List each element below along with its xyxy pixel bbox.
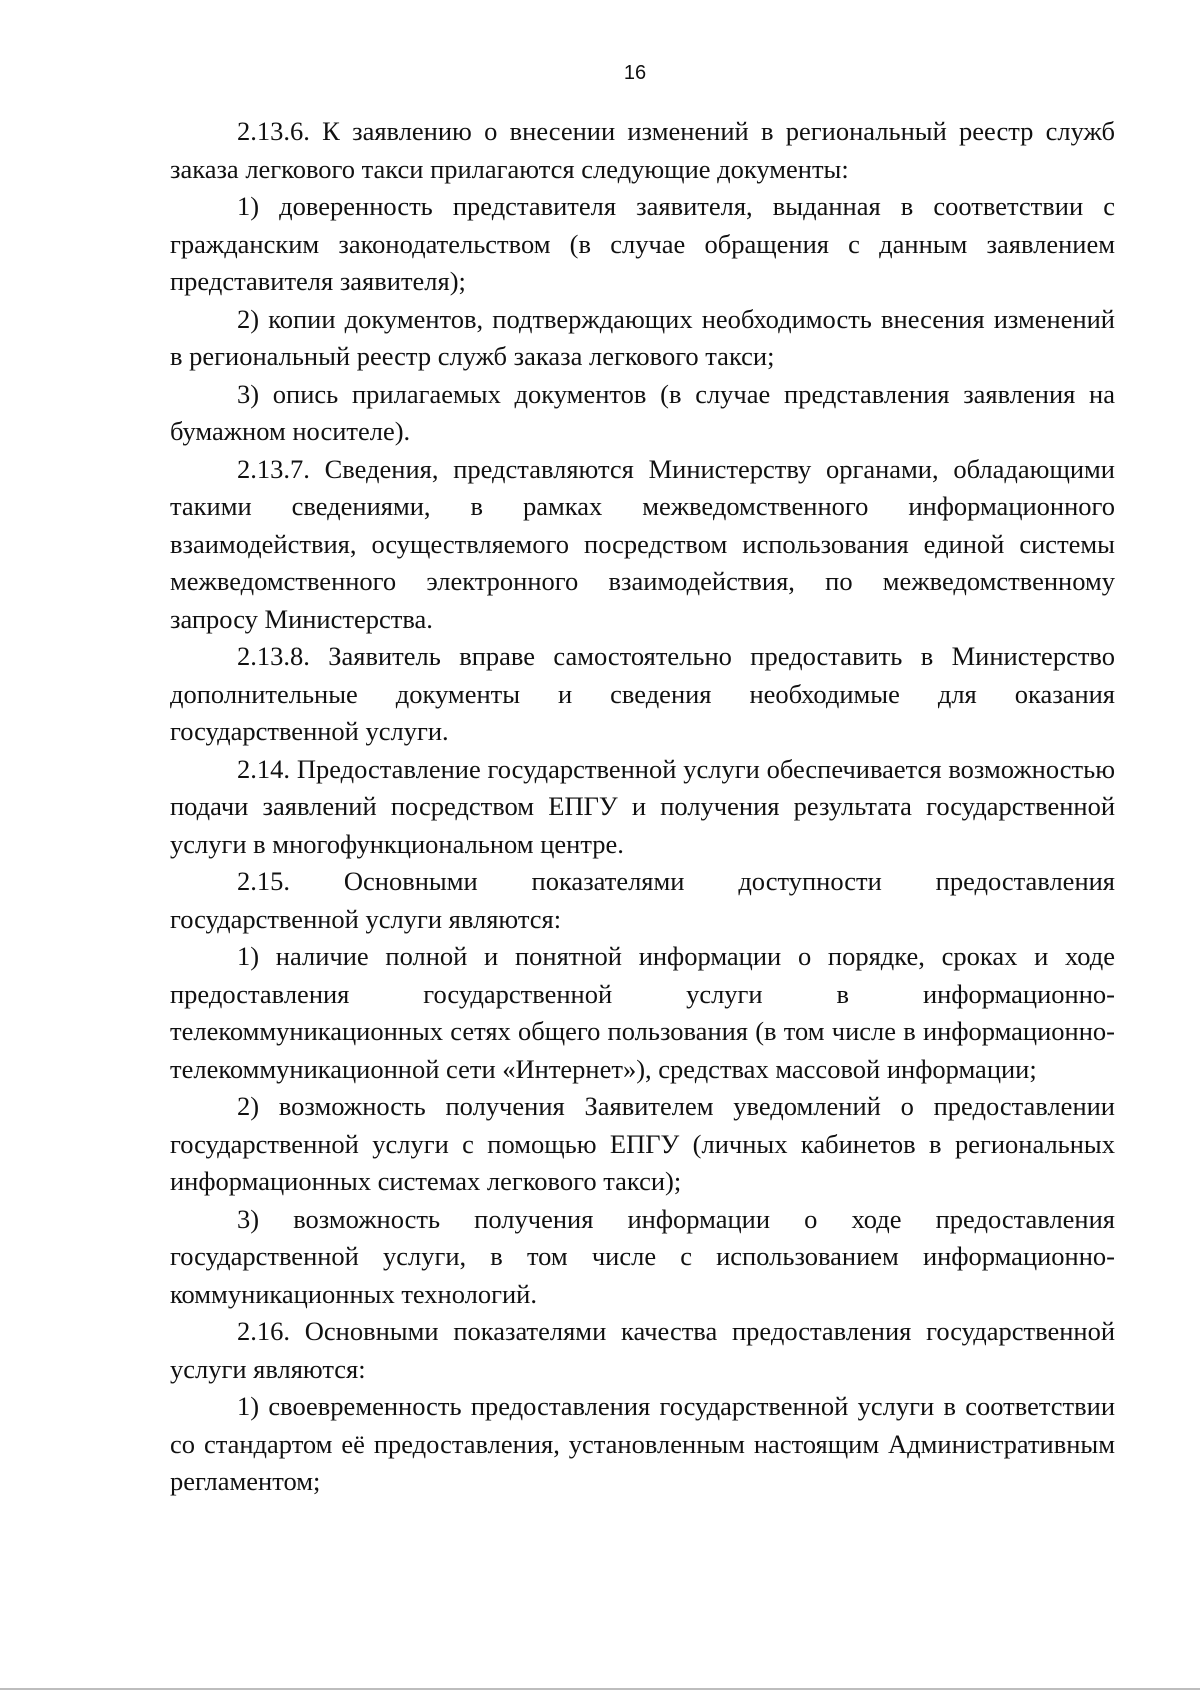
paragraph-2-13-6: 2.13.6. К заявлению о внесении изменений в региональный реестр служб заказа легкового такси прилагаются следующие документы: bbox=[170, 116, 1115, 184]
paragraph-2-16: 2.16. Основными показателями качества предоставления государственной услуги являются: bbox=[170, 1316, 1115, 1384]
paragraph-2-14: 2.14. Предоставление государственной услуги обеспечивается возможностью подачи заявлений посредством ЕПГУ и получения результата государственной услуги в многофункциональном центре. bbox=[170, 753, 1115, 859]
list-item-progress-information: 3) возможность получения информации о ходе предоставления государственной услуги, в том числе с использованием информационно-коммуникационных технологий. bbox=[170, 1203, 1115, 1309]
page-number: 16 bbox=[623, 62, 647, 84]
scan-edge-line bbox=[0, 1688, 1200, 1690]
list-item-notifications: 2) возможность получения Заявителем уведомлений о предоставлении государственной услуги с помощью ЕПГУ (личных кабинетов в региональных информационных системах легкового такси); bbox=[170, 1091, 1115, 1196]
paragraph-2-13-8: 2.13.8. Заявитель вправе самостоятельно предоставить в Министерство дополнительные документы и сведения необходимые для оказания государственной услуги. bbox=[170, 641, 1115, 746]
paragraph-2-15: 2.15. Основными показателями доступности предоставления государственной услуги являются: bbox=[170, 866, 1115, 934]
document-body bbox=[170, 113, 1115, 1501]
list-item-document-copies: 2) копии документов, подтверждающих необходимость внесения изменений в региональный реестр служб заказа легкового такси; bbox=[170, 303, 1115, 371]
list-item-information-availability: 1) наличие полной и понятной информации о порядке, сроках и ходе предоставления государственной услуги в информационно-телекоммуникационных сетях общего пользования (в том числе в информационно-телекоммуникационной сети «Интернет»), средствах массовой информации; bbox=[170, 941, 1115, 1084]
paragraph-2-13-7: 2.13.7. Сведения, представляются Министерству органами, обладающими такими сведениями, в рамках межведомственного информационного взаимодействия, осуществляемого посредством использования единой системы межведомственного электронного взаимодействия, по межведомственному запросу Министерства. bbox=[170, 453, 1115, 634]
list-item-document-inventory: 3) опись прилагаемых документов (в случае представления заявления на бумажном носителе). bbox=[170, 378, 1115, 446]
list-item-power-of-attorney: 1) доверенность представителя заявителя, выданная в соответствии с гражданским законодательством (в случае обращения с данным заявлением представителя заявителя); bbox=[170, 191, 1115, 296]
list-item-timeliness: 1) своевременность предоставления государственной услуги в соответствии со стандартом её предоставления, установленным настоящим Административным регламентом; bbox=[170, 1391, 1115, 1496]
